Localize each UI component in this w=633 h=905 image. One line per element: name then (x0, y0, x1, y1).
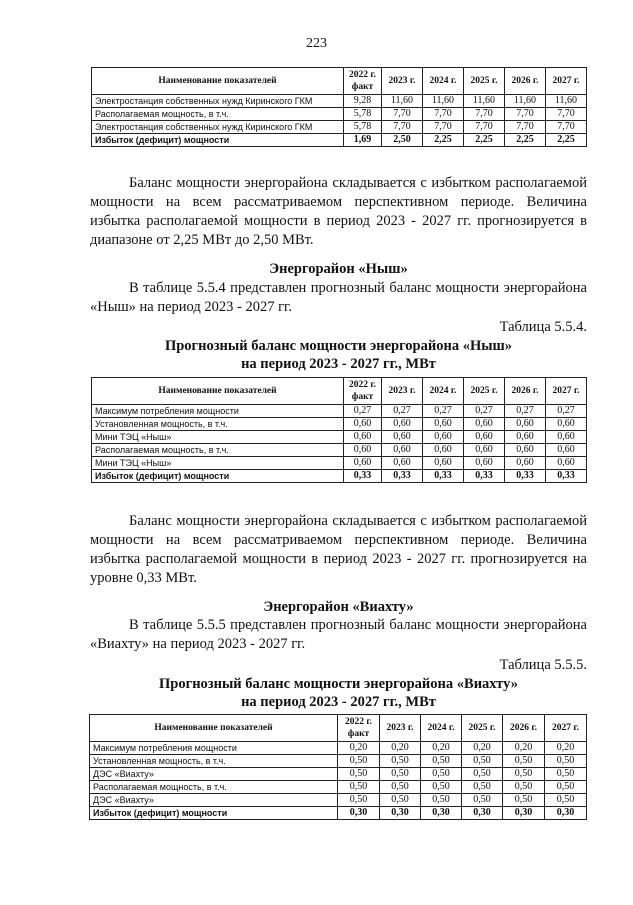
table-cell: 0,60 (505, 444, 546, 457)
table-row (92, 95, 587, 108)
table-cell: 11,60 (505, 95, 546, 108)
table-row (90, 755, 587, 768)
column-header-name: Наименование показателей (92, 68, 344, 95)
table-cell: 0,60 (464, 444, 505, 457)
column-header-year: 2024 г. (423, 378, 464, 405)
table-cell: 11,60 (382, 95, 423, 108)
table-cell: 0,30 (503, 807, 545, 820)
table-cell: 0,50 (421, 768, 462, 781)
row-label: Избыток (дефицит) мощности (92, 470, 344, 483)
table-header-row (92, 68, 587, 95)
table-cell: 0,33 (423, 470, 464, 483)
row-label: Избыток (дефицит) мощности (90, 807, 338, 820)
table-cell: 9,28 (344, 95, 382, 108)
row-label: Установленная мощность, в т.ч. (92, 418, 344, 431)
table-cell: 0,20 (462, 742, 503, 755)
table-cell: 0,60 (382, 457, 423, 470)
table-cell: 2,25 (546, 134, 587, 147)
table-cell: 0,33 (546, 470, 587, 483)
column-header-year: 2025 г. (464, 378, 505, 405)
table-cell: 0,27 (344, 405, 382, 418)
table-cell: 0,20 (338, 742, 380, 755)
column-header-year: 2025 г. (464, 68, 505, 95)
page-number: 223 (306, 36, 327, 51)
column-header-year: 2022 г. факт (338, 715, 380, 742)
column-header-year: 2027 г. (546, 378, 587, 405)
table-cell: 11,60 (464, 95, 505, 108)
table-cell: 0,33 (344, 470, 382, 483)
table-cell: 0,33 (382, 470, 423, 483)
row-label: Максимум потребления мощности (90, 742, 338, 755)
row-label: Располагаемая мощность, в т.ч. (90, 781, 338, 794)
table-cell: 0,50 (545, 781, 587, 794)
table-cell: 0,50 (380, 794, 421, 807)
table-cell: 11,60 (546, 95, 587, 108)
table-cell: 0,20 (545, 742, 587, 755)
table-cell: 7,70 (505, 121, 546, 134)
row-label: Мини ТЭЦ «Ныш» (92, 431, 344, 444)
table-row (92, 457, 587, 470)
table-cell: 0,27 (423, 405, 464, 418)
row-label: Располагаемая мощность, в т.ч. (92, 108, 344, 121)
column-header-year: 2027 г. (546, 68, 587, 95)
table-cell: 2,25 (505, 134, 546, 147)
table-cell: 0,50 (462, 781, 503, 794)
column-header-year: 2023 г. (382, 378, 423, 405)
table-cell: 0,50 (503, 781, 545, 794)
intro-viakhtu: В таблице 5.5.5 представлен прогнозный баланс мощности энергорайона «Виахту» на период 2023 - 2027 гг. (90, 617, 587, 652)
row-label: ДЭС «Виахту» (90, 768, 338, 781)
row-label: Электростанция собственных нужд Киринского ГКМ (92, 121, 344, 134)
table-cell: 0,50 (503, 768, 545, 781)
table-cell: 2,25 (423, 134, 464, 147)
table-cell: 0,50 (338, 781, 380, 794)
table-cell: 0,50 (421, 794, 462, 807)
table-cell: 2,50 (382, 134, 423, 147)
table-cell: 0,20 (380, 742, 421, 755)
table-cell: 0,60 (505, 457, 546, 470)
table-cell: 0,50 (421, 781, 462, 794)
row-label: ДЭС «Виахту» (90, 794, 338, 807)
column-header-year: 2026 г. (505, 378, 546, 405)
column-header-year: 2025 г. (462, 715, 503, 742)
table-cell: 7,70 (423, 108, 464, 121)
table-cell: 7,70 (546, 108, 587, 121)
table-cell: 0,60 (423, 431, 464, 444)
table-header-row (90, 715, 587, 742)
row-label: Установленная мощность, в т.ч. (90, 755, 338, 768)
table-cell: 0,30 (421, 807, 462, 820)
table-cell: 7,70 (546, 121, 587, 134)
row-label: Максимум потребления мощности (92, 405, 344, 418)
table-cell: 0,60 (505, 418, 546, 431)
table-nysh (91, 377, 587, 483)
table-cell: 0,50 (421, 755, 462, 768)
table-row (90, 781, 587, 794)
table-cell: 0,60 (546, 418, 587, 431)
row-label: Электростанция собственных нужд Киринского ГКМ (92, 95, 344, 108)
column-header-year: 2026 г. (505, 68, 546, 95)
table-cell: 7,70 (382, 108, 423, 121)
table-cell: 0,50 (545, 768, 587, 781)
table-cell: 0,60 (423, 444, 464, 457)
table-cell: 0,60 (344, 418, 382, 431)
table-cell: 0,50 (545, 794, 587, 807)
table-title-viakhtu-1: Прогнозный баланс мощности энергорайона «Виахту» (159, 676, 518, 692)
table-cell: 0,60 (546, 457, 587, 470)
table-title-nysh-1: Прогнозный баланс мощности энергорайона «Ныш» (164, 338, 513, 354)
table-row (90, 768, 587, 781)
table-cell: 7,70 (382, 121, 423, 134)
table-cell: 0,50 (462, 768, 503, 781)
table-cell: 0,50 (380, 781, 421, 794)
table-header-row (92, 378, 587, 405)
table-row (90, 794, 587, 807)
table-row (92, 134, 587, 147)
table-label-viakhtu: Таблица 5.5.5. (499, 657, 587, 673)
column-header-year: 2027 г. (545, 715, 587, 742)
table-row (90, 807, 587, 820)
table-cell: 0,30 (462, 807, 503, 820)
column-header-year: 2022 г. факт (344, 68, 382, 95)
table-cell: 0,60 (344, 457, 382, 470)
column-header-name: Наименование показателей (92, 378, 344, 405)
table-viakhtu (89, 714, 587, 820)
table-cell: 0,50 (380, 755, 421, 768)
column-header-year: 2023 г. (382, 68, 423, 95)
table-cell: 5,78 (344, 108, 382, 121)
table-cell: 0,60 (423, 418, 464, 431)
table-cell: 0,27 (546, 405, 587, 418)
table-cell: 0,50 (338, 794, 380, 807)
table-cell: 0,50 (503, 755, 545, 768)
table-row (92, 418, 587, 431)
table-cell: 0,60 (546, 444, 587, 457)
section-heading-viakhtu: Энергорайон «Виахту» (263, 599, 414, 615)
table-top (91, 67, 587, 147)
table-cell: 0,60 (382, 418, 423, 431)
table-cell: 7,70 (505, 108, 546, 121)
paragraph-balance-kirinsky: Баланс мощности энергорайона складывается с избытком располагаемой мощности на всем рассматриваемом перспективном периоде. Величина избытка располагаемой мощности в период 2023 - 2027 гг. прогнозируется в диапазоне от 2,25 МВт до 2,50 МВт. (90, 175, 587, 248)
column-header-name: Наименование показателей (90, 715, 338, 742)
table-row (92, 121, 587, 134)
table-row (92, 431, 587, 444)
table-title-nysh-2: на период 2023 - 2027 гг., МВт (241, 356, 436, 372)
table-cell: 0,60 (344, 444, 382, 457)
table-row (90, 742, 587, 755)
table-cell: 7,70 (464, 108, 505, 121)
table-cell: 0,20 (421, 742, 462, 755)
table-cell: 0,30 (338, 807, 380, 820)
table-cell: 0,33 (505, 470, 546, 483)
table-title-viakhtu-2: на период 2023 - 2027 гг., МВт (241, 694, 436, 710)
table-cell: 2,25 (464, 134, 505, 147)
intro-nysh: В таблице 5.5.4 представлен прогнозный баланс мощности энергорайона «Ныш» на период 2023 - 2027 гг. (90, 280, 587, 315)
table-cell: 0,50 (338, 755, 380, 768)
table-cell: 0,60 (382, 444, 423, 457)
conclusion-nysh: Баланс мощности энергорайона складывается с избытком располагаемой мощности на всем рассматриваемом перспективном периоде. Величина избытка располагаемой мощности в период 2023 - 2027 гг. прогнозируется на уровне 0,33 МВт. (90, 513, 587, 586)
table-cell: 0,50 (380, 768, 421, 781)
table-cell: 5,78 (344, 121, 382, 134)
table-cell: 0,50 (545, 755, 587, 768)
table-cell: 0,60 (505, 431, 546, 444)
table-cell: 0,50 (503, 794, 545, 807)
table-cell: 11,60 (423, 95, 464, 108)
row-label: Мини ТЭЦ «Ныш» (92, 457, 344, 470)
table-row (92, 405, 587, 418)
table-cell: 0,60 (464, 457, 505, 470)
section-heading-nysh: Энергорайон «Ныш» (269, 261, 408, 277)
table-cell: 0,60 (423, 457, 464, 470)
table-cell: 7,70 (464, 121, 505, 134)
table-cell: 0,20 (503, 742, 545, 755)
table-cell: 0,60 (464, 418, 505, 431)
table-cell: 0,50 (338, 768, 380, 781)
column-header-year: 2026 г. (503, 715, 545, 742)
table-cell: 0,27 (382, 405, 423, 418)
row-label: Располагаемая мощность, в т.ч. (92, 444, 344, 457)
table-cell: 0,60 (344, 431, 382, 444)
table-cell: 7,70 (423, 121, 464, 134)
table-cell: 0,27 (464, 405, 505, 418)
table-cell: 0,60 (382, 431, 423, 444)
table-label-nysh: Таблица 5.5.4. (499, 319, 587, 335)
table-cell: 0,60 (546, 431, 587, 444)
table-cell: 0,30 (380, 807, 421, 820)
table-row (92, 108, 587, 121)
table-row (92, 470, 587, 483)
column-header-year: 2024 г. (421, 715, 462, 742)
row-label: Избыток (дефицит) мощности (92, 134, 344, 147)
table-cell: 0,27 (505, 405, 546, 418)
table-row (92, 444, 587, 457)
table-cell: 0,33 (464, 470, 505, 483)
table-cell: 0,50 (462, 755, 503, 768)
table-cell: 1,69 (344, 134, 382, 147)
table-cell: 0,50 (462, 794, 503, 807)
table-cell: 0,30 (545, 807, 587, 820)
table-cell: 0,60 (464, 431, 505, 444)
column-header-year: 2022 г. факт (344, 378, 382, 405)
column-header-year: 2024 г. (423, 68, 464, 95)
column-header-year: 2023 г. (380, 715, 421, 742)
